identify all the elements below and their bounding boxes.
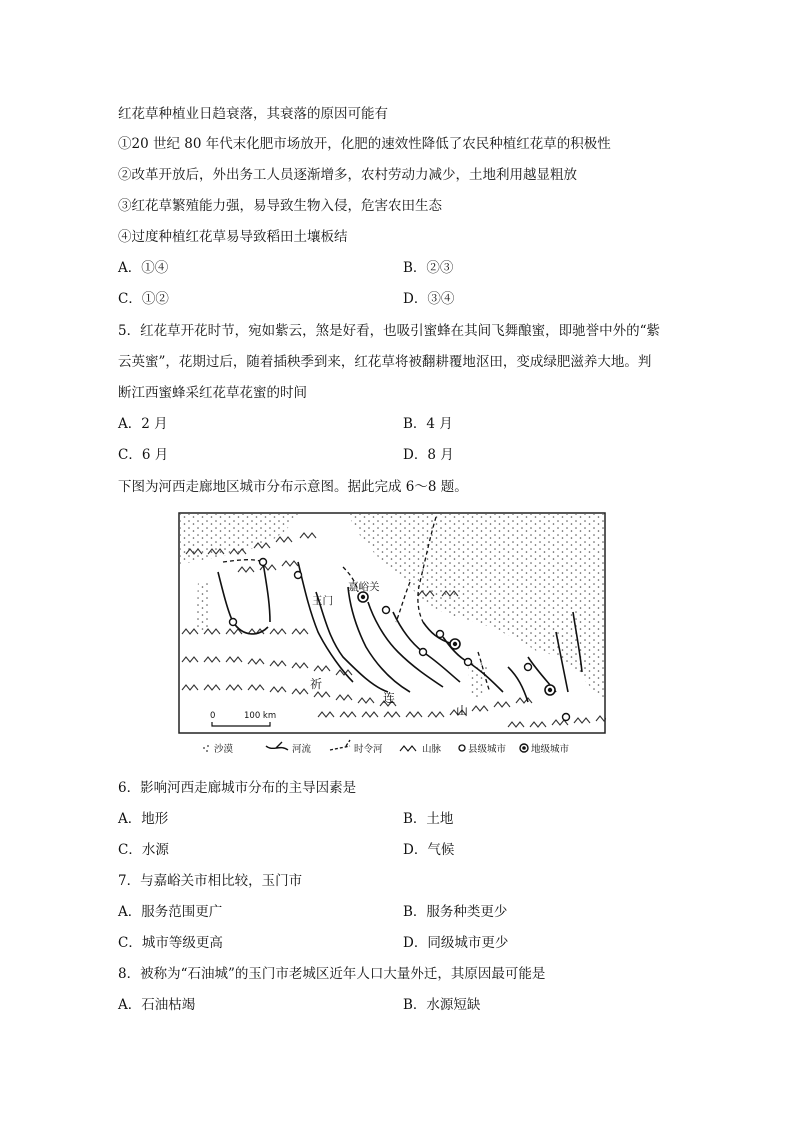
label-qi: 祈 [310,677,323,691]
q7-option-c: C．城市等级更高 [118,935,223,951]
q4-option-a: A．①④ [118,260,169,276]
q5-option-d: D．8 月 [403,447,454,463]
q5-stem-line-1: 5．红花草开花时节，宛如紫云，煞是好看，也吸引蜜蜂在其间飞舞酿蜜，即驰誉中外的“紫 [118,323,660,339]
q5-stem-line-2: 云英蜜”，花期过后，随着插秧季到来，红花草将被翻耕覆地沤田，变成绿肥滋养大地。判 [118,354,652,370]
q4-option-d: D．③④ [403,291,455,307]
q8-option-a: A．石油枯竭 [118,997,196,1013]
q6-option-c: C．水源 [118,842,169,858]
q7-option-a: A．服务范围更广 [118,904,223,920]
label-yumen: 玉门 [312,595,333,607]
label-jiayuguan: 嘉峪关 [348,581,380,593]
legend-seasonal-river-icon [330,740,350,750]
label-shan: 山 [456,704,469,718]
legend-river-icon [266,742,288,750]
legend-mountain-icon [400,746,416,751]
q6-option-a: A．地形 [118,811,169,827]
q4-item-2: ②改革开放后，外出务工人员逐渐增多，农村劳动力减少，土地利用越显粗放 [118,167,577,183]
label-lian: 连 [383,691,396,705]
q5-stem-line-3: 断江西蜜蜂采红花草花蜜的时间 [118,385,307,401]
q8-stem: 8．被称为“石油城”的玉门市老城区近年人口大量外迁，其原因最可能是 [118,966,546,982]
legend-county-city-icon [459,745,465,751]
q5-option-c: C．6 月 [118,447,169,463]
q4-item-4: ④过度种植红花草易导致稻田土壤板结 [118,229,348,245]
hexi-corridor-map [178,512,606,760]
legend-prefecture-city: 地级城市 [531,744,570,755]
q7-option-d: D．同级城市更少 [403,935,509,951]
legend-seasonal-river: 时令河 [354,744,383,755]
map-intro: 下图为河西走廊地区城市分布示意图。据此完成 6～8 题。 [118,479,468,495]
q5-option-b: B．4 月 [403,416,453,432]
map-legend [203,740,569,755]
legend-river: 河流 [292,744,312,755]
q6-stem: 6．影响河西走廊城市分布的主导因素是 [118,780,357,796]
q6-option-d: D．气候 [403,842,455,858]
q7-stem: 7．与嘉峪关市相比较，玉门市 [118,873,303,889]
q4-item-1: ①20 世纪 80 年代末化肥市场放开，化肥的速效性降低了农民种植红花草的积极性 [118,136,611,152]
q4-stem: 红花草种植业日趋衰落，其衰落的原因可能有 [118,106,388,122]
q4-item-3: ③红花草繁殖能力强，易导致生物入侵，危害农田生态 [118,198,442,214]
q4-option-c: C．①② [118,291,169,307]
legend-mountain: 山脉 [422,744,442,755]
q4-option-b: B．②③ [403,260,454,276]
q7-option-b: B．服务种类更少 [403,904,508,920]
q6-option-b: B．土地 [403,811,454,827]
legend-desert-icon [203,745,209,752]
scale-label: 100 km [244,711,277,721]
legend-prefecture-city-icon [520,744,528,752]
q5-option-a: A．2 月 [118,416,168,432]
scale-zero: 0 [210,711,216,721]
legend-desert: 沙漠 [214,744,234,755]
q8-option-b: B．水源短缺 [403,997,481,1013]
legend-county-city: 县级城市 [468,744,507,755]
